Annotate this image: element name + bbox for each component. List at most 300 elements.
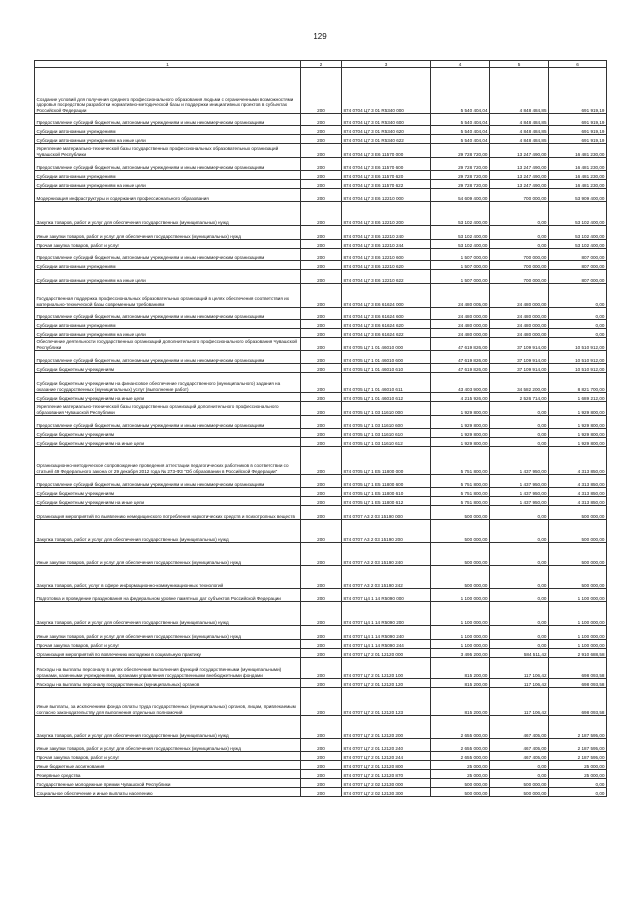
row-amount-federal: 467 405,00 <box>490 739 549 752</box>
row-code: 200 <box>301 135 342 144</box>
row-name: Закупка товаров, работ и услуг для обеспечения государственных (муниципальных) нужд <box>35 716 301 739</box>
row-code: 200 <box>301 158 342 171</box>
row-amount-republic: 53 102 400,00 <box>549 240 607 249</box>
row-amount-total: 2 655 000,00 <box>431 752 490 761</box>
row-code: 200 <box>301 114 342 126</box>
table-row <box>35 68 607 114</box>
row-kbk: 874 0707 Ц7 2 01 12120 123 <box>342 688 431 716</box>
row-name: Модернизация инфраструктуры и содержания профессионального образования <box>35 189 301 202</box>
row-kbk: 874 0705 Ц7 1 01 46010 611 <box>342 373 431 393</box>
row-kbk: 874 0707 А3 2 03 15190 200 <box>342 520 431 543</box>
row-name: Субсидии бюджетным учреждениям на иные цели <box>35 438 301 447</box>
table-row <box>35 679 607 688</box>
header-cell-5: 5 <box>490 61 549 68</box>
row-amount-total: 5 540 404,04 <box>431 68 490 114</box>
row-code: 200 <box>301 393 342 402</box>
header-row <box>35 61 607 68</box>
row-amount-republic: 1 100 000,00 <box>549 640 607 649</box>
row-amount-federal: 13 247 490,00 <box>490 144 549 158</box>
row-code: 200 <box>301 402 342 416</box>
row-code: 200 <box>301 240 342 249</box>
row-amount-republic: 807 000,00 <box>549 249 607 261</box>
row-amount-federal: 117 106,42 <box>490 688 549 716</box>
row-amount-republic: 1 929 800,00 <box>549 416 607 429</box>
table-row <box>35 135 607 144</box>
row-kbk: 874 0704 Ц7 3 Е6 11570 620 <box>342 171 431 180</box>
row-amount-republic: 0,00 <box>549 779 607 788</box>
row-amount-total: 1 507 000,00 <box>431 270 490 284</box>
row-kbk: 874 0705 Ц7 1 03 11610 610 <box>342 429 431 438</box>
row-kbk: 874 0707 Ц7 2 01 12120 100 <box>342 658 431 679</box>
budget-table <box>34 60 607 797</box>
row-amount-federal: 1 437 950,00 <box>490 488 549 497</box>
row-code: 200 <box>301 761 342 770</box>
row-amount-total: 1 100 000,00 <box>431 640 490 649</box>
row-code: 200 <box>301 488 342 497</box>
row-amount-federal: 700 000,00 <box>490 270 549 284</box>
row-amount-total: 29 728 720,00 <box>431 144 490 158</box>
row-amount-federal: 4 848 484,85 <box>490 126 549 135</box>
row-kbk: 874 0707 Ц4 1 14 R5090 244 <box>342 640 431 649</box>
row-code: 200 <box>301 602 342 626</box>
row-name: Субсидии автономным учреждениям <box>35 126 301 135</box>
row-code: 200 <box>301 189 342 202</box>
table-row <box>35 338 607 351</box>
row-amount-federal: 0,00 <box>490 602 549 626</box>
row-name: Субсидии бюджетным учреждениям на иные цели <box>35 497 301 506</box>
row-name: Создание условий для получения среднего профессионального образования людьми с ограниченными возможностями здоровья посредством разработки нормативно-методической базы и поддержки инициативных проектов в субъектах Российской Федерации <box>35 68 301 114</box>
row-amount-federal: 0,00 <box>490 240 549 249</box>
row-kbk: 874 0704 Ц7 3 Е6 12210 244 <box>342 240 431 249</box>
row-kbk: 874 0705 Ц7 1 01 46010 612 <box>342 393 431 402</box>
row-code: 200 <box>301 788 342 797</box>
row-kbk: 874 0704 Ц7 3 Е6 61624 600 <box>342 308 431 320</box>
row-name: Субсидии бюджетным учреждениям <box>35 488 301 497</box>
row-amount-total: 1 100 000,00 <box>431 602 490 626</box>
table-row <box>35 126 607 135</box>
row-amount-federal: 117 106,42 <box>490 658 549 679</box>
table-row <box>35 226 607 240</box>
row-code: 200 <box>301 144 342 158</box>
page-number: 129 <box>313 32 327 41</box>
table-row <box>35 158 607 171</box>
row-name: Предоставление субсидий бюджетным, автономным учреждениям и иным некоммерческим организациям <box>35 416 301 429</box>
row-amount-federal: 584 511,42 <box>490 649 549 658</box>
row-amount-total: 5 751 800,00 <box>431 447 490 475</box>
row-kbk: 874 0707 Ц4 1 14 R5090 240 <box>342 626 431 640</box>
row-amount-republic: 1 689 212,00 <box>549 393 607 402</box>
row-amount-total: 53 102 400,00 <box>431 226 490 240</box>
table-row <box>35 270 607 284</box>
row-amount-total: 47 619 826,00 <box>431 351 490 364</box>
table-row <box>35 364 607 373</box>
row-amount-republic: 2 187 595,00 <box>549 716 607 739</box>
row-name: Иные бюджетные ассигнования <box>35 761 301 770</box>
row-name: Резервные средства <box>35 770 301 779</box>
row-amount-total: 500 000,00 <box>431 566 490 589</box>
row-amount-federal: 467 405,00 <box>490 716 549 739</box>
row-amount-republic: 16 481 230,00 <box>549 158 607 171</box>
row-code: 200 <box>301 688 342 716</box>
row-name: Субсидии автономным учреждениям на иные цели <box>35 180 301 189</box>
row-amount-total: 815 200,00 <box>431 688 490 716</box>
row-name: Субсидии автономным учреждениям на иные цели <box>35 135 301 144</box>
table-row <box>35 761 607 770</box>
row-amount-federal: 0,00 <box>490 566 549 589</box>
row-code: 200 <box>301 202 342 226</box>
table-row <box>35 320 607 329</box>
row-amount-federal: 1 437 950,00 <box>490 475 549 488</box>
row-kbk: 874 0707 Ц7 2 02 12130 300 <box>342 788 431 797</box>
row-amount-total: 24 480 005,00 <box>431 284 490 308</box>
row-amount-republic: 691 919,19 <box>549 126 607 135</box>
row-amount-republic: 0,00 <box>549 788 607 797</box>
row-amount-republic: 691 919,19 <box>549 68 607 114</box>
row-amount-total: 47 619 826,00 <box>431 338 490 351</box>
row-code: 200 <box>301 226 342 240</box>
row-kbk: 874 0704 Ц7 3 Е6 61624 622 <box>342 329 431 338</box>
table-row <box>35 716 607 739</box>
row-amount-republic: 1 100 000,00 <box>549 589 607 602</box>
row-amount-total: 1 929 800,00 <box>431 416 490 429</box>
row-kbk: 874 0704 Ц7 3 Е6 61624 000 <box>342 284 431 308</box>
table-row <box>35 189 607 202</box>
row-name: Организация мероприятий по вовлечению молодежи в социальную практику <box>35 649 301 658</box>
table-row <box>35 171 607 180</box>
row-name: Иные закупки товаров, работ и услуг для обеспечения государственных (муниципальных) нужд <box>35 626 301 640</box>
row-amount-federal: 13 247 490,00 <box>490 180 549 189</box>
row-amount-federal: 0,00 <box>490 506 549 520</box>
row-kbk: 874 0705 Ц7 1 03 11610 000 <box>342 402 431 416</box>
row-amount-total: 54 609 400,00 <box>431 189 490 202</box>
row-kbk: 874 0707 Ц4 1 14 R5090 000 <box>342 589 431 602</box>
row-amount-republic: 16 481 230,00 <box>549 144 607 158</box>
row-amount-republic: 691 919,19 <box>549 135 607 144</box>
row-name: Прочая закупка товаров, работ и услуг <box>35 752 301 761</box>
row-amount-total: 2 655 000,00 <box>431 716 490 739</box>
row-amount-total: 5 540 404,04 <box>431 114 490 126</box>
table-row <box>35 393 607 402</box>
row-code: 200 <box>301 626 342 640</box>
row-amount-total: 1 507 000,00 <box>431 261 490 270</box>
row-code: 200 <box>301 270 342 284</box>
row-code: 200 <box>301 429 342 438</box>
row-code: 200 <box>301 497 342 506</box>
row-amount-republic: 4 313 850,00 <box>549 488 607 497</box>
row-amount-total: 500 000,00 <box>431 543 490 566</box>
row-code: 200 <box>301 447 342 475</box>
row-kbk: 874 0704 Ц7 3 Е6 11570 622 <box>342 180 431 189</box>
row-amount-federal: 0,00 <box>490 589 549 602</box>
row-amount-federal: 37 109 914,00 <box>490 351 549 364</box>
row-kbk: 874 0707 А3 2 03 15190 240 <box>342 543 431 566</box>
row-amount-republic: 1 100 000,00 <box>549 602 607 626</box>
row-kbk: 874 0707 А3 2 03 15190 000 <box>342 506 431 520</box>
row-amount-total: 500 000,00 <box>431 506 490 520</box>
row-amount-federal: 0,00 <box>490 202 549 226</box>
table-row <box>35 416 607 429</box>
table-row <box>35 308 607 320</box>
row-amount-total: 1 929 800,00 <box>431 438 490 447</box>
row-kbk: 874 0705 Ц7 1 Е5 11800 610 <box>342 488 431 497</box>
row-name: Прочая закупка товаров, работ и услуг <box>35 240 301 249</box>
row-amount-federal: 0,00 <box>490 520 549 543</box>
row-code: 200 <box>301 475 342 488</box>
row-amount-federal: 34 582 200,00 <box>490 373 549 393</box>
row-name: Расходы на выплаты персоналу в целях обеспечения выполнения функций государственными (муниципальными) органами, казенными учреждениями, органами управления государственными внебюджетными фондами <box>35 658 301 679</box>
row-amount-federal: 24 480 000,00 <box>490 308 549 320</box>
row-amount-federal: 700 000,00 <box>490 189 549 202</box>
table-row <box>35 626 607 640</box>
row-kbk: 874 0707 Ц4 1 14 R5090 200 <box>342 602 431 626</box>
row-name: Расходы на выплаты персоналу государственных (муниципальных) органов <box>35 679 301 688</box>
table-row <box>35 779 607 788</box>
row-amount-federal: 0,00 <box>490 761 549 770</box>
row-amount-republic: 698 093,58 <box>549 658 607 679</box>
row-amount-federal: 700 000,00 <box>490 249 549 261</box>
table-row <box>35 114 607 126</box>
row-amount-federal: 4 848 484,85 <box>490 114 549 126</box>
row-amount-total: 24 480 000,00 <box>431 329 490 338</box>
row-name: Иные закупки товаров, работ и услуг для обеспечения государственных (муниципальных) нужд <box>35 739 301 752</box>
table-row <box>35 543 607 566</box>
row-amount-federal: 1 437 950,00 <box>490 497 549 506</box>
row-amount-total: 29 728 720,00 <box>431 158 490 171</box>
row-name: Обеспечение деятельности государственных организаций дополнительного профессионального образования Чувашской Республики <box>35 338 301 351</box>
table-row <box>35 688 607 716</box>
row-amount-total: 5 540 404,04 <box>431 135 490 144</box>
row-kbk: 874 0707 Ц7 2 01 12120 244 <box>342 752 431 761</box>
row-code: 200 <box>301 770 342 779</box>
row-amount-republic: 1 929 800,00 <box>549 429 607 438</box>
row-amount-republic: 2 910 688,58 <box>549 649 607 658</box>
row-name: Иные закупки товаров, работ и услуг для обеспечения государственных (муниципальных) нужд <box>35 226 301 240</box>
row-amount-federal: 0,00 <box>490 429 549 438</box>
row-kbk: 874 0707 Ц7 2 01 12120 000 <box>342 649 431 658</box>
row-amount-federal: 0,00 <box>490 626 549 640</box>
row-name: Закупка товаров, работ, услуг в сфере информационно-коммуникационных технологий <box>35 566 301 589</box>
row-amount-republic: 25 000,00 <box>549 770 607 779</box>
row-amount-total: 5 751 800,00 <box>431 475 490 488</box>
table-row <box>35 202 607 226</box>
row-amount-republic: 691 919,19 <box>549 114 607 126</box>
row-amount-federal: 13 247 490,00 <box>490 158 549 171</box>
table-row <box>35 329 607 338</box>
row-name: Организационно-методическое сопровождение проведения аттестации педагогических работников в соответствии со статьей 49 Федерального закона от 29 декабря 2012 года № 273-ФЗ "Об образовании в Российской Федерации" <box>35 447 301 475</box>
row-amount-total: 500 000,00 <box>431 520 490 543</box>
row-kbk: 874 0704 Ц7 3 Е6 12210 600 <box>342 249 431 261</box>
table-row <box>35 497 607 506</box>
row-name: Субсидии автономным учреждениям <box>35 171 301 180</box>
table-row <box>35 240 607 249</box>
row-amount-federal: 500 000,00 <box>490 779 549 788</box>
table-row <box>35 180 607 189</box>
row-amount-federal: 0,00 <box>490 770 549 779</box>
row-amount-total: 1 929 800,00 <box>431 402 490 416</box>
row-amount-total: 29 728 720,00 <box>431 180 490 189</box>
table-row <box>35 566 607 589</box>
row-amount-republic: 698 093,58 <box>549 679 607 688</box>
row-kbk: 874 0704 Ц7 3 01 R5340 620 <box>342 126 431 135</box>
table-row <box>35 373 607 393</box>
row-amount-federal: 37 109 914,00 <box>490 364 549 373</box>
row-name: Субсидии автономным учреждениям <box>35 320 301 329</box>
table-row <box>35 447 607 475</box>
row-kbk: 874 0704 Ц7 3 Е6 12210 000 <box>342 189 431 202</box>
table-row <box>35 739 607 752</box>
row-kbk: 874 0704 Ц7 3 Е6 61624 620 <box>342 320 431 329</box>
row-code: 200 <box>301 589 342 602</box>
header-cell-6: 6 <box>549 61 607 68</box>
row-kbk: 874 0705 Ц7 1 03 11610 612 <box>342 438 431 447</box>
row-amount-republic: 1 100 000,00 <box>549 626 607 640</box>
table-row <box>35 602 607 626</box>
row-amount-total: 815 200,00 <box>431 679 490 688</box>
row-name: Субсидии автономным учреждениям <box>35 261 301 270</box>
row-amount-total: 24 480 000,00 <box>431 308 490 320</box>
table-row <box>35 488 607 497</box>
table-row <box>35 261 607 270</box>
table-row <box>35 351 607 364</box>
row-name: Государственные молодежные премии Чувашской Республики <box>35 779 301 788</box>
row-kbk: 874 0704 Ц7 3 01 R5340 600 <box>342 114 431 126</box>
row-name: Иные выплаты, за исключением фонда оплаты труда государственных (муниципальных) органов, лицам, привлекаемым согласно законодательству для выполнения отдельных полномочий <box>35 688 301 716</box>
header-cell-4: 4 <box>431 61 490 68</box>
row-amount-republic: 1 929 800,00 <box>549 402 607 416</box>
row-code: 200 <box>301 373 342 393</box>
row-amount-republic: 10 510 912,00 <box>549 338 607 351</box>
row-code: 200 <box>301 180 342 189</box>
table-row <box>35 402 607 416</box>
row-code: 200 <box>301 284 342 308</box>
row-code: 200 <box>301 364 342 373</box>
row-code: 200 <box>301 68 342 114</box>
row-amount-federal: 4 848 484,85 <box>490 68 549 114</box>
row-amount-total: 53 102 400,00 <box>431 240 490 249</box>
row-name: Предоставление субсидий бюджетным, автономным учреждениям и иным некоммерческим организациям <box>35 114 301 126</box>
row-amount-republic: 53 102 400,00 <box>549 226 607 240</box>
row-name: Закупка товаров, работ и услуг для обеспечения государственных (муниципальных) нужд <box>35 602 301 626</box>
row-name: Предоставление субсидий бюджетным, автономным учреждениям и иным некоммерческим организациям <box>35 158 301 171</box>
row-amount-federal: 0,00 <box>490 640 549 649</box>
row-amount-republic: 4 313 850,00 <box>549 497 607 506</box>
row-code: 200 <box>301 520 342 543</box>
row-amount-total: 500 000,00 <box>431 788 490 797</box>
row-amount-total: 24 480 000,00 <box>431 320 490 329</box>
row-kbk: 874 0707 Ц7 2 01 12120 800 <box>342 761 431 770</box>
row-code: 200 <box>301 308 342 320</box>
row-amount-republic: 500 000,00 <box>549 520 607 543</box>
row-name: Предоставление субсидий бюджетным, автономным учреждениям и иным некоммерческим организациям <box>35 475 301 488</box>
row-kbk: 874 0704 Ц7 3 01 R5340 622 <box>342 135 431 144</box>
row-amount-republic: 25 000,00 <box>549 761 607 770</box>
row-amount-federal: 0,00 <box>490 438 549 447</box>
row-name: Субсидии бюджетным учреждениям <box>35 429 301 438</box>
row-amount-federal: 24 480 000,00 <box>490 329 549 338</box>
row-name: Закупка товаров, работ и услуг для обеспечения государственных (муниципальных) нужд <box>35 202 301 226</box>
row-kbk: 874 0704 Ц7 3 Е6 11570 600 <box>342 158 431 171</box>
row-amount-total: 4 215 926,00 <box>431 393 490 402</box>
row-amount-federal: 117 106,42 <box>490 679 549 688</box>
table-row <box>35 788 607 797</box>
row-code: 200 <box>301 752 342 761</box>
row-amount-federal: 0,00 <box>490 543 549 566</box>
row-amount-total: 5 751 800,00 <box>431 488 490 497</box>
row-amount-total: 1 100 000,00 <box>431 626 490 640</box>
row-code: 200 <box>301 261 342 270</box>
row-code: 200 <box>301 506 342 520</box>
row-kbk: 874 0707 Ц7 2 01 12120 870 <box>342 770 431 779</box>
table-row <box>35 475 607 488</box>
table-row <box>35 506 607 520</box>
row-code: 200 <box>301 438 342 447</box>
row-amount-republic: 500 000,00 <box>549 506 607 520</box>
row-name: Социальное обеспечение и иные выплаты населению <box>35 788 301 797</box>
row-amount-federal: 37 109 914,00 <box>490 338 549 351</box>
row-kbk: 874 0704 Ц7 3 Е6 11570 000 <box>342 144 431 158</box>
row-amount-republic: 0,00 <box>549 284 607 308</box>
header-cell-2: 2 <box>301 61 342 68</box>
row-amount-federal: 700 000,00 <box>490 261 549 270</box>
row-kbk: 874 0707 А3 2 03 15190 242 <box>342 566 431 589</box>
row-amount-total: 2 655 000,00 <box>431 739 490 752</box>
row-kbk: 874 0705 Ц7 1 Е5 11800 612 <box>342 497 431 506</box>
row-amount-republic: 8 821 700,00 <box>549 373 607 393</box>
row-amount-federal: 500 000,00 <box>490 788 549 797</box>
row-amount-federal: 24 480 000,00 <box>490 320 549 329</box>
table-row <box>35 144 607 158</box>
row-code: 200 <box>301 649 342 658</box>
row-amount-federal: 0,00 <box>490 226 549 240</box>
row-amount-republic: 500 000,00 <box>549 566 607 589</box>
table-row <box>35 438 607 447</box>
row-code: 200 <box>301 249 342 261</box>
row-kbk: 874 0704 Ц7 3 Е6 12210 620 <box>342 261 431 270</box>
row-amount-republic: 2 187 595,00 <box>549 752 607 761</box>
row-kbk: 874 0704 Ц7 3 Е6 12210 200 <box>342 202 431 226</box>
row-kbk: 874 0705 Ц7 1 Е5 11800 600 <box>342 475 431 488</box>
row-code: 200 <box>301 329 342 338</box>
row-amount-republic: 16 481 230,00 <box>549 171 607 180</box>
row-amount-republic: 2 187 595,00 <box>549 739 607 752</box>
row-kbk: 874 0704 Ц7 3 Е6 12210 240 <box>342 226 431 240</box>
row-amount-total: 1 100 000,00 <box>431 589 490 602</box>
row-name: Закупка товаров, работ и услуг для обеспечения государственных (муниципальных) нужд <box>35 520 301 543</box>
row-kbk: 874 0707 Ц7 2 01 12120 120 <box>342 679 431 688</box>
row-name: Субсидии бюджетным учреждениям на финансовое обеспечение государственного (муниципального) задания на оказание государственных (муниципальных) услуг (выполнение работ) <box>35 373 301 393</box>
row-amount-federal: 4 848 484,85 <box>490 135 549 144</box>
row-name: Укрепление материально-технической базы государственных профессиональных образовательных организаций Чувашской Республики <box>35 144 301 158</box>
row-name: Прочая закупка товаров, работ и услуг <box>35 640 301 649</box>
row-amount-federal: 467 405,00 <box>490 752 549 761</box>
row-kbk: 874 0704 Ц7 3 01 R5340 000 <box>342 68 431 114</box>
row-amount-republic: 807 000,00 <box>549 270 607 284</box>
table-row <box>35 649 607 658</box>
row-kbk: 874 0705 Ц7 1 03 11610 600 <box>342 416 431 429</box>
row-name: Подготовка и проведение празднования на федеральном уровне памятных дат субъектов Российской Федерации <box>35 589 301 602</box>
row-name: Иные закупки товаров, работ и услуг для обеспечения государственных (муниципальных) нужд <box>35 543 301 566</box>
table-row <box>35 589 607 602</box>
row-name: Предоставление субсидий бюджетным, автономным учреждениям и иным некоммерческим организациям <box>35 308 301 320</box>
row-amount-republic: 4 313 850,00 <box>549 447 607 475</box>
table-row <box>35 249 607 261</box>
row-amount-total: 29 728 720,00 <box>431 171 490 180</box>
row-amount-total: 25 000,00 <box>431 761 490 770</box>
row-kbk: 874 0705 Ц7 1 01 46010 600 <box>342 351 431 364</box>
row-code: 200 <box>301 716 342 739</box>
row-amount-total: 3 495 200,00 <box>431 649 490 658</box>
row-amount-total: 815 200,00 <box>431 658 490 679</box>
